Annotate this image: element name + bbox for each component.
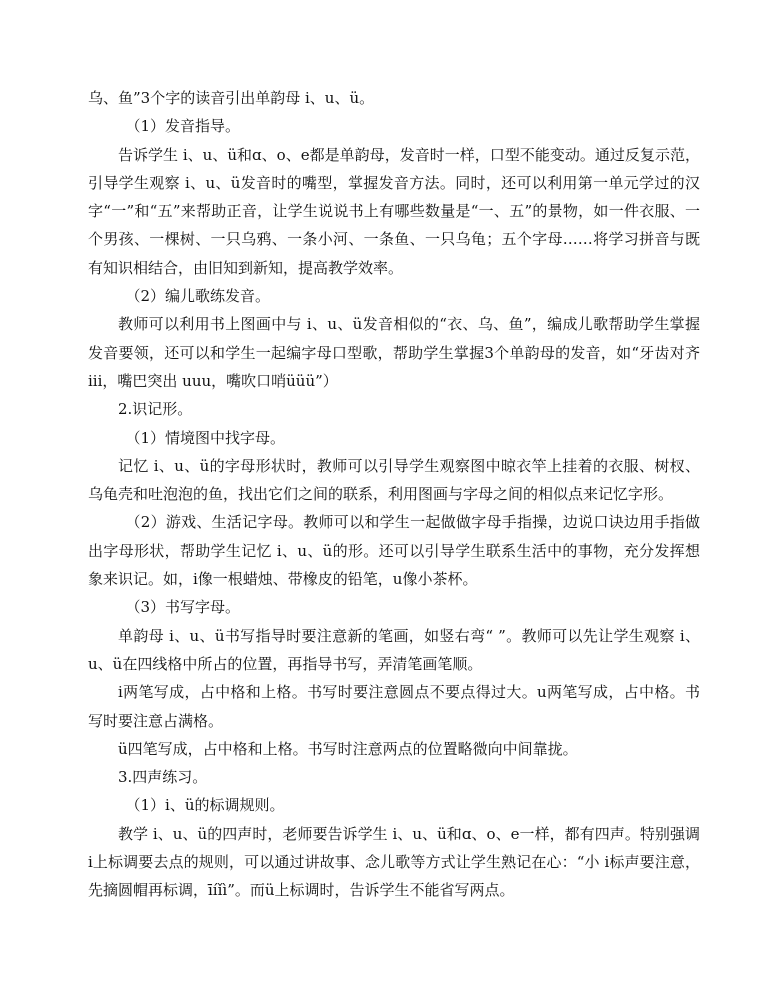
section-heading: （1）i、ü的标调规则。 [125, 796, 285, 815]
section-heading: 3.四声练习。 [118, 768, 208, 787]
paragraph: 告诉学生 i、u、ü和ɑ、o、e都是单韵母，发音时一样，口型不能变动。通过反复示范，引导学生观察 i、u、ü发音时的嘴型，掌握发音方法。同时，还可以利用第一单元学过的汉字“一”和“五”来帮助正音，让学生说说书上有哪些数量是“一、五”的景物，如一件衣服、一个男孩、一棵树、一只乌鸦、一条小河、一条鱼、一只乌龟；五个字母……将学习拼音与既有知识相结合，由旧知到新知，提高教学效率。 [88, 145, 700, 277]
paragraph: i两笔写成，占中格和上格。书写时要注意圆点不要点得过大。u两笔写成，占中格。书写时要注意占满格。 [88, 683, 700, 730]
document-body [88, 84, 700, 905]
paragraph: ü四笔写成，占中格和上格。书写时注意两点的位置略微向中间靠拢。 [118, 739, 578, 758]
paragraph: （2）游戏、生活记字母。教师可以和学生一起做做字母手指操，边说口诀边用手指做出字母形状，帮助学生记忆 i、u、ü的形。还可以引导学生联系生活中的事物，充分发挥想象来识记。如，i像一根蜡烛、带橡皮的铅笔，u像小茶杯。 [88, 513, 700, 589]
paragraph: 单韵母 i、u、ü书写指导时要注意新的笔画，如竖右弯“ ”。教师可以先让学生观察 i、u、ü在四线格中所占的位置，再指导书写，弄清笔画笔顺。 [88, 626, 700, 673]
paragraph: 教师可以利用书上图画中与 i、u、ü发音相似的“衣、乌、鱼”，编成儿歌帮助学生掌握发音要领，还可以和学生一起编字母口型歌，帮助学生掌握3个单韵母的发音，如“牙齿对齐 iii，嘴巴突出 uuu，嘴吹口哨üüü”） [88, 315, 700, 390]
paragraph: 乌、鱼”3个字的读音引出单韵母 i、u、ü。 [88, 89, 375, 107]
section-heading: （1）发音指导。 [125, 117, 241, 136]
section-heading: （1）情境图中找字母。 [125, 428, 286, 447]
section-heading: （3）书写字母。 [125, 598, 241, 617]
paragraph: 教学 i、u、ü的四声时，老师要告诉学生 i、u、ü和ɑ、o、e一样，都有四声。特别强调 i上标调要去点的规则，可以通过讲故事、念儿歌等方式让学生熟记在心：“小 i标声要注意，先摘圆帽再标调，īíǐì”。而ü上标调时，告诉学生不能省写两点。 [88, 824, 700, 900]
section-heading: （2）编儿歌练发音。 [125, 287, 271, 306]
paragraph: 记忆 i、u、ü的字母形状时，教师可以引导学生观察图中晾衣竿上挂着的衣服、树杈、乌龟壳和吐泡泡的鱼，找出它们之间的联系，利用图画与字母之间的相似点来记忆字形。 [88, 456, 700, 504]
section-heading: 2.识记形。 [118, 400, 193, 419]
